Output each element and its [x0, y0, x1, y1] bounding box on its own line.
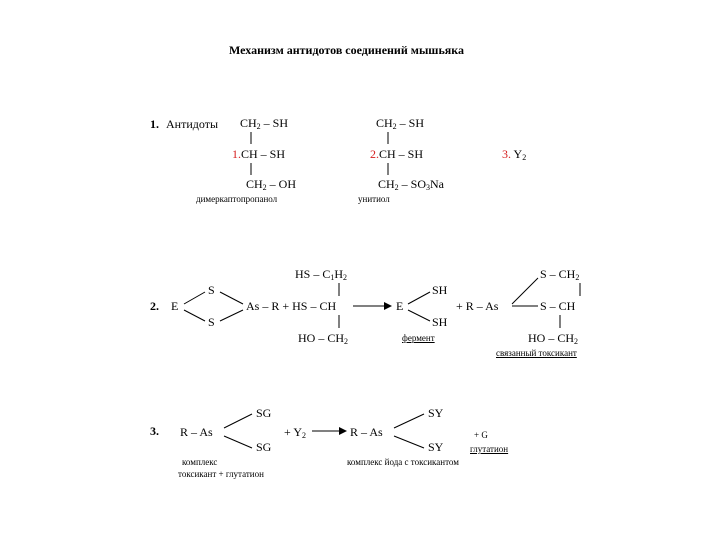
- dimercaprol-line3: $CH_2$ – OH: [246, 177, 297, 192]
- bond-as-sy-bottom: [394, 436, 424, 448]
- bond-as-sg-top: [224, 414, 252, 428]
- glutathione-label: глутатион: [470, 444, 509, 454]
- sh-bottom: SH: [432, 315, 448, 329]
- hs-ch-top: HS – $C_1H_2$: [295, 267, 348, 282]
- r-arsenic-left: R – As: [180, 425, 213, 439]
- diagram-title: Механизм антидотов соединений мышьяка: [229, 43, 465, 57]
- enzyme-e-left: E: [171, 299, 179, 313]
- unithiol-line2: 2.CH – SH: [370, 147, 424, 161]
- dimercaprol-name: димеркаптопропанол: [196, 194, 278, 204]
- enzyme-e-right: E: [396, 299, 404, 313]
- unithiol-name: унитиол: [358, 194, 390, 204]
- dimercaprol-line2: 1.CH – SH: [232, 147, 286, 161]
- complex2-label: комплекс йода с токсикантом: [347, 457, 459, 467]
- bond-as-sy-top: [394, 414, 424, 428]
- section1-label: Антидоты: [166, 117, 219, 131]
- plus-g: + G: [474, 430, 488, 440]
- bond-e-sh-top: [408, 292, 430, 304]
- sy-top: SY: [428, 406, 444, 420]
- bond-as-s-top: [512, 278, 538, 304]
- arsenic-r-plus-hs: As – R + HS – CH: [246, 299, 337, 313]
- r-arsenic-right: R – As: [350, 425, 383, 439]
- bound-toxicant-label: связанный токсикант: [496, 348, 577, 358]
- bond-as-sg-bottom: [224, 436, 252, 448]
- ho-ch2-bottom: HO – $CH_2$: [298, 331, 349, 346]
- plus-y2: + $Y_2$: [284, 425, 306, 440]
- unithiol-line1: $CH_2$ – SH: [376, 116, 425, 131]
- s-ch-middle: S – CH: [540, 299, 576, 313]
- ho-ch2-right: HO – $CH_2$: [528, 331, 579, 346]
- sulfur-top: S: [208, 283, 215, 297]
- sy-bottom: SY: [428, 440, 444, 454]
- plus-r-arsenic: + R – As: [456, 299, 499, 313]
- bond-s-as-bottom: [220, 310, 243, 321]
- section1-number: 1.: [150, 117, 159, 131]
- sg-top: SG: [256, 406, 272, 420]
- dimercaprol-line1: $CH_2$ – SH: [240, 116, 289, 131]
- bond-s-as-top: [220, 292, 243, 304]
- complex1-line1: комплекс: [182, 457, 218, 467]
- s-ch2-top: S – $CH_2$: [540, 267, 580, 282]
- complex1-line2: токсикант + глутатион: [178, 469, 264, 479]
- sh-top: SH: [432, 283, 448, 297]
- antidote3: 3. $Y_2$: [502, 147, 527, 162]
- bond-e-s-top: [184, 292, 205, 304]
- bond-e-s-bottom: [184, 310, 205, 321]
- unithiol-line3: $CH_2 - SO_3Na$: [378, 177, 445, 192]
- bond-e-sh-bottom: [408, 310, 430, 321]
- sg-bottom: SG: [256, 440, 272, 454]
- enzyme-label: фермент: [402, 333, 435, 343]
- sulfur-bottom: S: [208, 315, 215, 329]
- section2-number: 2.: [150, 299, 159, 313]
- section3-number: 3.: [150, 424, 159, 438]
